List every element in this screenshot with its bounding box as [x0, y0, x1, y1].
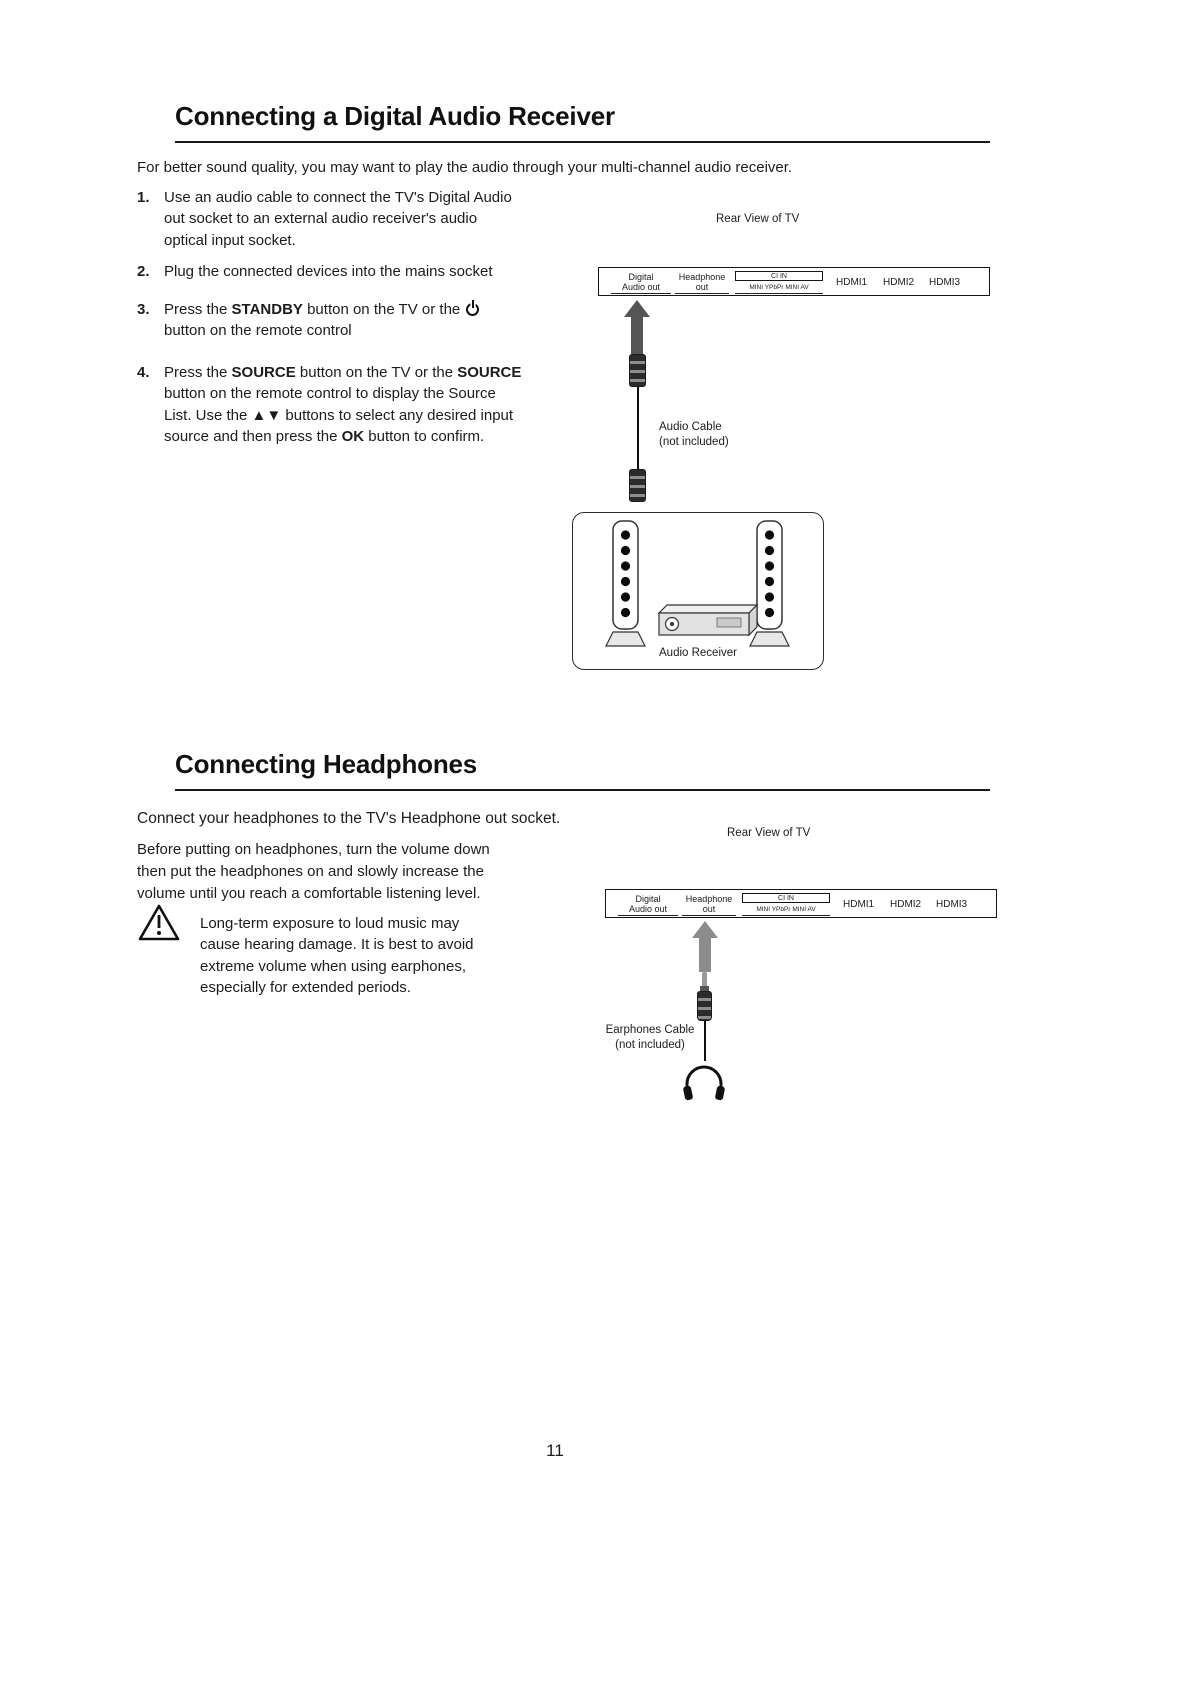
panel-label-digital-audio-out: Digital Audio out: [611, 272, 671, 294]
step-1: [137, 187, 522, 251]
panel-label-hdmi2: HDMI2: [883, 277, 915, 288]
audio-cable-label: Audio Cable (not included): [659, 421, 729, 448]
audio-receiver-diagram: [572, 512, 824, 670]
speakers-and-receiver-illustration: [573, 513, 822, 668]
step-3: [137, 299, 522, 342]
rear-view-label-2: Rear View of TV: [727, 827, 811, 839]
panel-label-mini: MINI YPbPr MINI AV: [742, 906, 830, 916]
step-1-number: 1.: [137, 189, 150, 206]
step-3-text: Press the STANDBY button on the TV or the button on the remote control: [164, 299, 522, 342]
headphone-plug-tip: [702, 972, 707, 986]
panel-label-ci-in: CI IN: [742, 893, 830, 903]
arrow-up-icon: [624, 300, 650, 317]
panel-label-ci-in: CI IN: [735, 271, 823, 281]
step-4-text: Press the SOURCE button on the TV or the SOURCE button on the remote control to display the Source List. Use the ▲▼ buttons to select any desired input source and then press the OK button to confirm.: [164, 364, 522, 445]
section1-title: Connecting a Digital Audio Receiver: [175, 101, 615, 131]
arrow-shaft: [699, 937, 711, 972]
rear-view-label-1: Rear View of TV: [716, 213, 800, 225]
step-2: [137, 261, 522, 282]
section2-title: Connecting Headphones: [175, 749, 478, 779]
section1-title-rule: [175, 141, 990, 143]
headphones-icon: [681, 1058, 727, 1109]
tv-rear-panel-2: [605, 889, 997, 918]
section2-line1: Connect your headphones to the TV's Headphone out socket.: [137, 810, 561, 827]
section2-paragraph: Before putting on headphones, turn the volume down then put the headphones on and slowly increase the volume until you reach a comfortable listening level.: [137, 841, 490, 902]
panel-label-hdmi2: HDMI2: [890, 899, 922, 910]
step-2-text: Plug the connected devices into the mains socket: [164, 263, 493, 280]
earphones-cable-line: [704, 1021, 706, 1061]
panel-label-hdmi1: HDMI1: [836, 277, 868, 288]
panel-label-hdmi1: HDMI1: [843, 899, 875, 910]
warning-triangle-icon: [137, 903, 181, 948]
panel-label-headphone-out: Headphone out: [675, 272, 729, 294]
power-icon: [466, 303, 479, 316]
panel-label-digital-audio-out: Digital Audio out: [618, 894, 678, 916]
page-number: 11: [546, 1441, 564, 1460]
panel-label-hdmi3: HDMI3: [936, 899, 968, 910]
section1-intro: For better sound quality, you may want to play the audio through your multi-channel audio receiver.: [137, 159, 793, 176]
audio-cable-connector-top: [629, 354, 646, 387]
section2-title-rule: [175, 789, 990, 791]
earphones-cable-label: Earphones Cable (not included): [605, 1024, 695, 1051]
audio-receiver-label: Audio Receiver: [659, 647, 737, 659]
panel-label-headphone-out: Headphone out: [682, 894, 736, 916]
arrow-shaft: [631, 316, 643, 354]
step-2-number: 2.: [137, 263, 150, 280]
audio-cable-line: [637, 387, 639, 471]
arrow-up-icon: [692, 921, 718, 938]
headphone-plug-body: [697, 991, 712, 1021]
tv-rear-panel-1: [598, 267, 990, 296]
panel-label-mini: MINI YPbPr MINI AV: [735, 284, 823, 294]
audio-cable-connector-bottom: [629, 469, 646, 502]
step-4: [137, 362, 522, 447]
step-4-number: 4.: [137, 364, 150, 381]
panel-label-hdmi3: HDMI3: [929, 277, 961, 288]
warning-text: Long-term exposure to loud music may cause hearing damage. It is best to avoid extreme volume when using earphones, especially for extended periods.: [200, 915, 474, 996]
step-3-number: 3.: [137, 301, 150, 318]
step-1-text: Use an audio cable to connect the TV's Digital Audio out socket to an external audio receiver's audio optical input socket.: [164, 189, 512, 249]
